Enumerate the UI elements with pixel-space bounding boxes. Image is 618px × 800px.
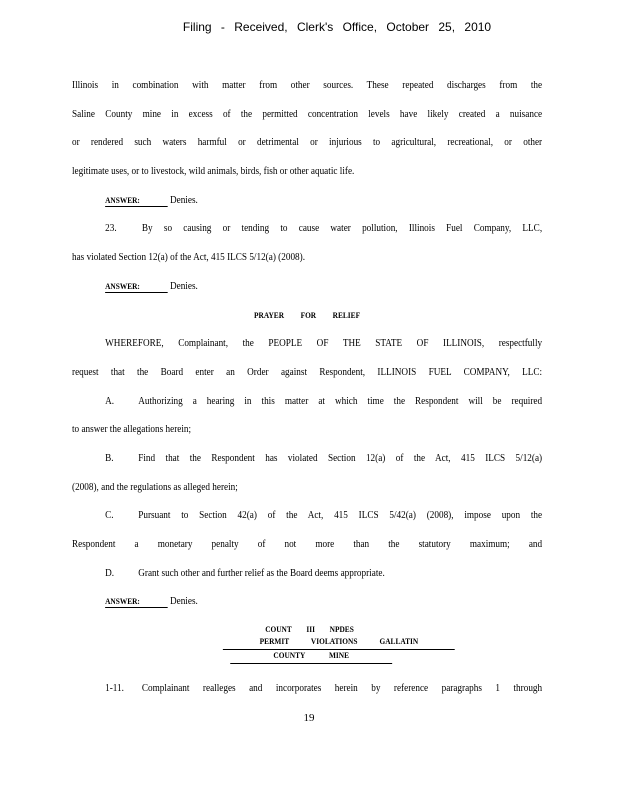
answer-label: ANSWER:: [105, 195, 168, 207]
answer-row: [72, 273, 542, 302]
count-heading: [72, 617, 542, 675]
count-heading-line-3: COUNTY MINE: [230, 649, 392, 664]
paragraph-23-line: [72, 215, 542, 244]
paragraph-1-11-line: [72, 675, 542, 704]
paragraph-line: legitimate uses, or to livestock, wild animals, birds, fish or other aquatic life.: [72, 166, 355, 178]
paragraph-number: 1-11.: [105, 683, 124, 695]
relief-item-c-cont: Respondent a monetary penalty of not more than the statutory maximum; and: [72, 539, 543, 550]
relief-item-a: [72, 388, 542, 417]
paragraph-line: Illinois in combination with matter from other sources. These repeated discharges from the: [72, 80, 543, 91]
relief-letter: B.: [105, 452, 114, 464]
count-heading-line-1: COUNT III NPDES: [265, 625, 354, 635]
answer-row: [72, 187, 542, 216]
relief-letter: D.: [105, 567, 115, 579]
relief-text: Pursuant to Section 42(a) of the Act, 415 ILCS 5/42(a) (2008), impose upon the: [138, 510, 543, 522]
relief-letter: A.: [105, 395, 115, 407]
paragraph-line: or rendered such waters harmful or detrimental or injurious to agricultural, recreational, or other: [72, 137, 543, 149]
relief-item-b: [72, 445, 542, 474]
filing-header: Filing - Received, Clerk's Office, October 25, 2010: [182, 20, 492, 34]
paragraph-text: Complainant realleges and incorporates herein by reference paragraphs 1 through: [141, 683, 543, 695]
answer-text: Denies.: [169, 596, 198, 608]
paragraph-text: By so causing or tending to cause water pollution, Illinois Fuel Company, LLC,: [141, 223, 543, 235]
relief-text: Grant such other and further relief as the Board deems appropriate.: [138, 567, 385, 579]
answer-text: Denies.: [169, 280, 198, 292]
document-body: [72, 72, 542, 704]
answer-row: [72, 588, 542, 617]
relief-item-b-cont: (2008), and the regulations as alleged herein;: [72, 481, 238, 493]
answer-label: ANSWER:: [105, 596, 168, 608]
wherefore-line: WHEREFORE, Complainant, the PEOPLE OF THE STATE OF ILLINOIS, respectfully: [105, 338, 543, 350]
answer-text: Denies.: [169, 194, 198, 206]
paragraph-23-line: has violated Section 12(a) of the Act, 415 ILCS 5/12(a) (2008).: [72, 252, 306, 264]
relief-item-c: [72, 502, 542, 531]
count-heading-line-2: PERMIT VIOLATIONS GALLATIN: [223, 635, 455, 650]
paragraph-number: 23.: [105, 223, 117, 235]
relief-letter: C.: [105, 510, 114, 522]
paragraph-line: Saline County mine in excess of the permitted concentration levels have likely created a nuisance: [72, 108, 543, 120]
prayer-heading: PRAYER FOR RELIEF: [254, 310, 361, 320]
relief-item-a-cont: to answer the allegations herein;: [72, 424, 192, 436]
page-number: 19: [303, 712, 315, 724]
relief-item-d: [72, 560, 542, 589]
relief-text: Authorizing a hearing in this matter at which time the Respondent will be required: [138, 395, 543, 407]
relief-text: Find that the Respondent has violated Section 12(a) of the Act, 415 ILCS 5/12(a): [138, 452, 543, 464]
answer-label: ANSWER:: [105, 281, 168, 293]
wherefore-line: request that the Board enter an Order against Respondent, ILLINOIS FUEL COMPANY, LLC:: [72, 366, 543, 378]
